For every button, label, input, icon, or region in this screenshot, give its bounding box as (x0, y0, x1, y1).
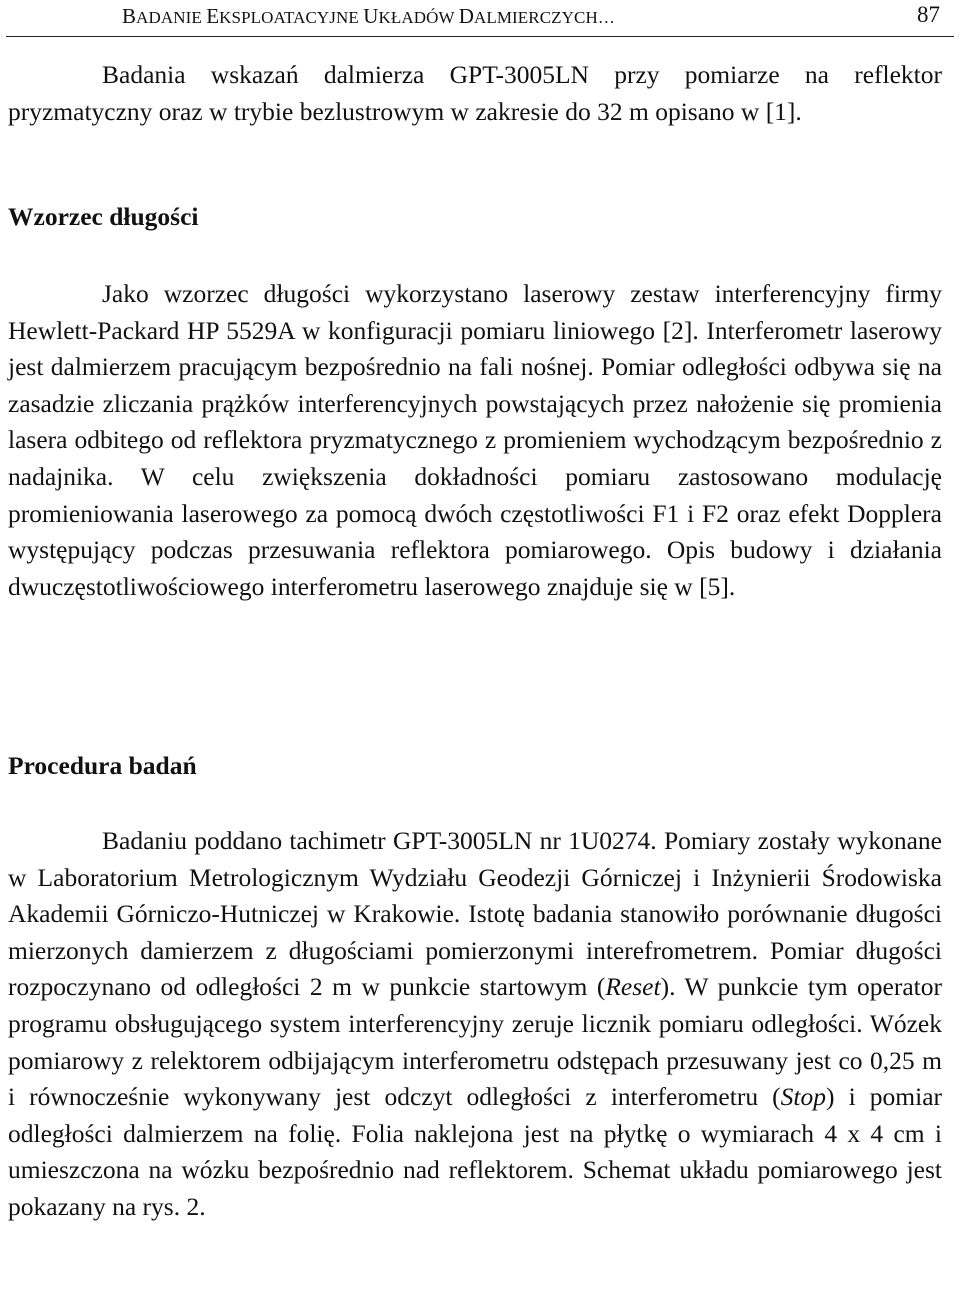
header-title-initial: E (206, 4, 220, 28)
section-heading-length-standard: Wzorzec długości (8, 202, 199, 231)
reset-term: Reset (605, 972, 661, 1002)
header-title-initial: U (363, 4, 379, 28)
running-header (6, 0, 954, 37)
paragraph-procedure-part-2: ). W punkcie tym operator programu obsługującego system interferencyjny zeruje licznik pomiaru odległości. Wózek pomiarowy z relektorem odbijającym interferometru odstępach przesuwany jest co 0,25 m i równocześnie wykonywany jest odczyt odległości z interferometru ( (8, 972, 943, 1112)
header-title-smallcaps: ADANIE (136, 8, 207, 27)
header-title-smallcaps: KSPLOATACYJNE (219, 8, 364, 27)
paragraph-procedure (8, 823, 942, 1226)
page-number: 87 (917, 2, 940, 27)
running-header-title (122, 4, 615, 29)
paragraph-intro: Badania wskazań dalmierza GPT-3005LN przy pomiarze na reflektor pryzmatyczny oraz w trybie bezlustrowym w zakresie do 32 m opisano w [1]. (8, 60, 942, 126)
paragraph-procedure-part-1: Badaniu poddano tachimetr GPT-3005LN nr 1U0274. Pomiary zostały wykonane w Laboratorium Metrologicznym Wydziału Geodezji Górniczej i Inżynierii Środowiska Akademii Górniczo-Hutniczej w Krakowie. Istotę badania stanowiło porównanie długości mierzonych damierzem z długościami pomierzonymi interefrometrem. Pomiar długości rozpoczynano od odległości 2 m w punkcie startowym ( (8, 826, 942, 1002)
header-title-smallcaps: KŁADÓW (378, 8, 459, 27)
paragraph-length-standard: Jako wzorzec długości wykorzystano laserowy zestaw interferencyjny firmy Hewlett-Packard HP 5529A w konfiguracji pomiaru liniowego [2]. Interferometr laserowy jest dalmierzem pracującym bezpośrednio na fali nośnej. Pomiar odległości odbywa się na zasadzie zliczania prążków interferencyjnych powstających przez nałożenie się promienia lasera odbitego od reflektora pryzmatycznego z promieniem wychodzącym bezpośrednio z nadajnika. W celu zwiększenia dokładności pomiaru zastosowano modulację promieniowania laserowego za pomocą dwóch częstotliwości F1 i F2 oraz efekt Dopplera występujący podczas przesuwania reflektora pomiarowego. Opis budowy i działania dwuczęstotliwościowego interferometru laserowego znajduje się w [5]. (8, 279, 942, 601)
header-title-initial: D (458, 4, 474, 28)
header-title-smallcaps: ALMIERCZYCH… (473, 8, 615, 27)
stop-term: Stop (780, 1082, 827, 1112)
paragraph-procedure-part-3: ) i pomiar odległości dalmierzem na folię. Folia naklejona jest na płytkę o wymiarach 4 x 4 cm i umieszczona na wózku bezpośrednio nad reflektorem. Schemat układu pomiarowego jest pokazany na rys. 2. (8, 1082, 943, 1221)
section-heading-procedure: Procedura badań (8, 751, 197, 780)
header-title-initial: B (122, 4, 137, 28)
